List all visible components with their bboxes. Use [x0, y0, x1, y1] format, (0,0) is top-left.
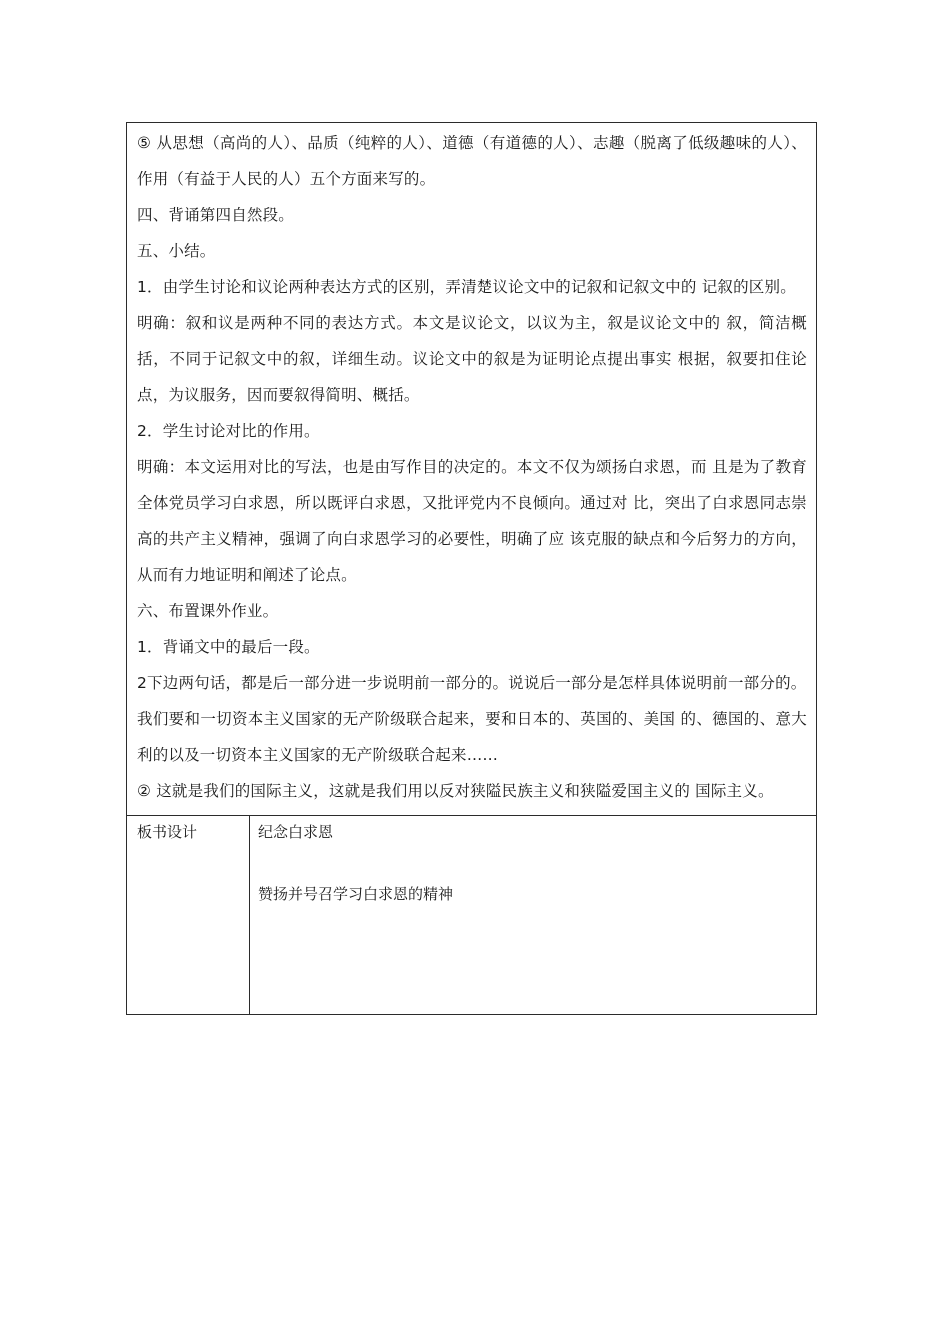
board-design-row [127, 816, 817, 1015]
board-design-label: 板书设计 [127, 816, 250, 1015]
board-content: 赞扬并号召学习白求恩的精神 [258, 885, 454, 903]
board-title: 纪念白求恩 [258, 823, 334, 841]
board-design-cell [250, 816, 817, 1015]
paragraph-clarification-1: 明确：叙和议是两种不同的表达方式。本文是议论文，以议为主，叙是议论文中的 叙，简洁概括，不同于记叙文中的叙，详细生动。议论文中的叙是为证明论点提出事实 根据，叙要扣住论点，为议服务，因而要叙得简明、概括。 [137, 314, 807, 404]
paragraph-homework-1: 1．背诵文中的最后一段。 [137, 638, 320, 656]
paragraph-clarification-2: 明确：本文运用对比的写法，也是由写作目的决定的。本文不仅为颂扬白求恩，而 且是为了教育全体党员学习白求恩，所以既评白求恩，又批评党内不良倾向。通过对 比，突出了白求恩同志崇高的共产主义精神，强调了向白求恩学习的必要性，明确了应 该克服的缺点和今后努力的方向，从而有力地证明和阐述了论点。 [137, 458, 807, 584]
paragraph-section-five: 五、小结。 [137, 242, 216, 260]
paragraph-example-1: 我们要和一切资本主义国家的无产阶级联合起来，要和日本的、英国的、美国 的、德国的、意大利的以及一切资本主义国家的无产阶级联合起来…… [137, 710, 807, 764]
paragraph-homework-2: 2下边两句话，都是后一部分进一步说明前一部分的。说说后一部分是怎样具体说明前一部分的。 [137, 674, 807, 692]
lesson-content-cell [127, 123, 817, 816]
paragraph-five-aspects: ⑤ 从思想（高尚的人）、品质（纯粹的人）、道德（有道德的人）、志趣（脱离了低级趣味的人）、作用（有益于人民的人）五个方面来写的。 [137, 134, 807, 188]
lesson-plan-table [126, 122, 817, 1015]
paragraph-summary-item-1: 1．由学生讨论和议论两种表达方式的区别，弄清楚议论文中的记叙和记叙文中的 记叙的区别。 [137, 278, 796, 296]
lesson-content-row [127, 123, 817, 816]
paragraph-section-six: 六、布置课外作业。 [137, 602, 279, 620]
paragraph-example-2: ② 这就是我们的国际主义，这就是我们用以反对狭隘民族主义和狭隘爱国主义的 国际主义。 [137, 782, 774, 800]
paragraph-section-four: 四、背诵第四自然段。 [137, 206, 295, 224]
paragraph-summary-item-2: 2．学生讨论对比的作用。 [137, 422, 320, 440]
